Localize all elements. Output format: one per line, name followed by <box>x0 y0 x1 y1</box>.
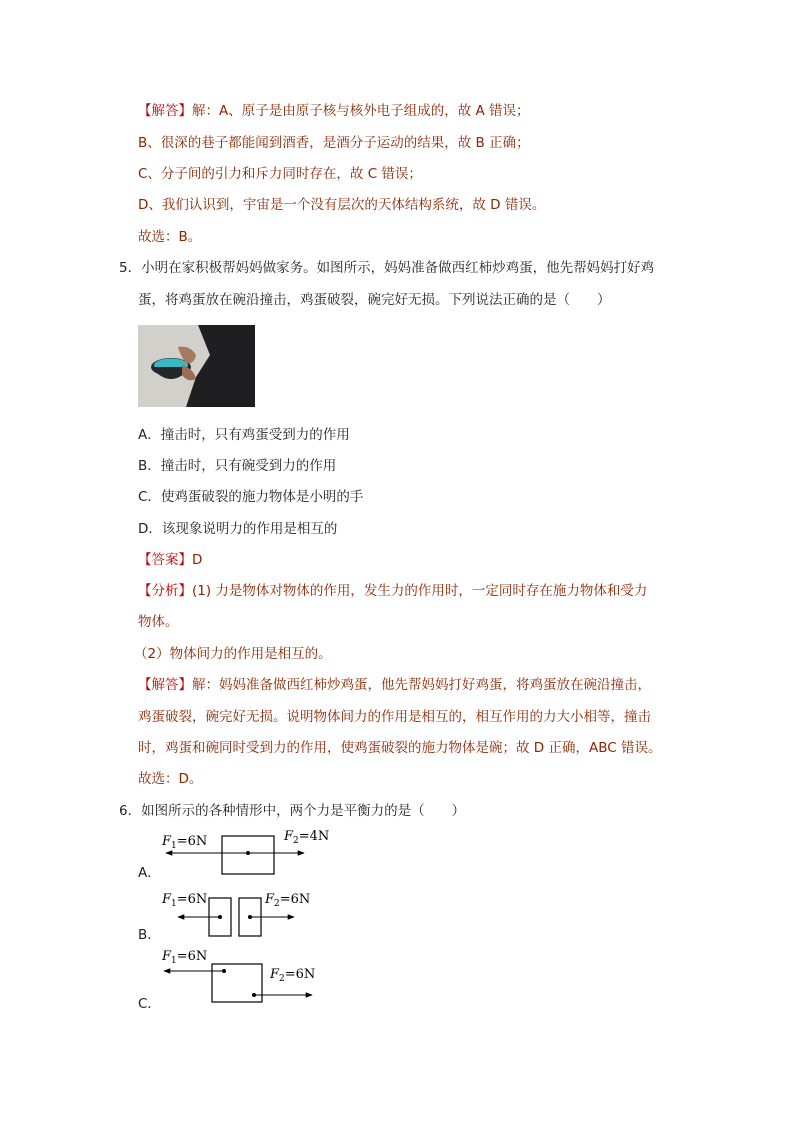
q4-solution-line-3: C、分子间的引力和斥力同时存在，故 C 错误； <box>138 166 422 182</box>
q5-option-d: D．该现象说明力的作用是相互的 <box>138 521 338 537</box>
q5-option-a: A．撞击时，只有鸡蛋受到力的作用 <box>138 427 350 443</box>
q6-stem-line <box>119 802 465 820</box>
q5-analysis-line-3: （2）物体间力的作用是相互的。 <box>134 646 332 662</box>
q5-solution-line-1 <box>138 676 651 694</box>
q5-analysis-line-2: 物体。 <box>138 614 179 630</box>
q5-stem-line-1 <box>119 259 654 277</box>
q5-analysis-line-1 <box>138 582 647 600</box>
f1-label: $F_1=6N$ <box>162 892 208 909</box>
f2-label: $F_2=6N$ <box>265 892 311 909</box>
q6-stem-text: 如图所示的各种情形中，两个力是平衡力的是（ ） <box>141 803 466 819</box>
q4-solution-line-4: D、我们认识到，宇宙是一个没有层次的天体结构系统，故 D 错误。 <box>138 197 546 213</box>
q5-option-c: C．使鸡蛋破裂的施力物体是小明的手 <box>138 489 364 505</box>
answer-tag: 【答案】 <box>138 552 192 568</box>
q4-solution-text-1: 解：A、原子是由原子核与核外电子组成的，故 A 错误； <box>192 103 530 119</box>
q6-label-a: A． <box>138 865 161 881</box>
q6-figure-c <box>150 944 350 1008</box>
q5-option-b: B．撞击时，只有碗受到力的作用 <box>138 458 337 474</box>
egg-bowl-photo <box>138 325 255 407</box>
answer-value: D <box>192 552 203 568</box>
q5-stem-line-2: 蛋，将鸡蛋放在碗沿撞击，鸡蛋破裂，碗完好无损。下列说法正确的是（ ） <box>138 292 611 308</box>
q6-label-c: C． <box>138 996 161 1012</box>
q5-solution-line-2: 鸡蛋破裂，碗完好无损。说明物体间力的作用是相互的，相互作用的力大小相等，撞击 <box>138 709 651 725</box>
f1-label: $F_1=6N$ <box>162 834 208 851</box>
egg-bowl-illustration <box>138 325 255 407</box>
q5-solution-text-1: 解：妈妈准备做西红柿炒鸡蛋，他先帮妈妈打好鸡蛋，将鸡蛋放在碗沿撞击， <box>192 677 651 693</box>
q4-solution-line-2: B、很深的巷子都能闻到酒香，是酒分子运动的结果，故 B 正确； <box>138 135 530 151</box>
q4-choice: 故选：B。 <box>138 229 202 245</box>
q5-answer <box>138 551 202 569</box>
q5-analysis-text-1: (1) 力是物体对物体的作用，发生力的作用时，一定同时存在施力物体和受力 <box>192 583 648 599</box>
q5-stem-text-1: 小明在家积极帮妈妈做家务。如图所示，妈妈准备做西红柿炒鸡蛋，他先帮妈妈打好鸡 <box>141 260 655 276</box>
f1-label: $F_1=6N$ <box>162 949 208 966</box>
q6-figure-a <box>150 826 350 882</box>
solution-tag: 【解答】 <box>138 677 192 693</box>
analysis-tag: 【分析】 <box>138 583 192 599</box>
q6-label-b: B． <box>138 927 161 943</box>
q6-figure-b <box>150 886 350 942</box>
f2-label: $F_2=6N$ <box>270 967 316 984</box>
q5-number: 5． <box>119 260 142 276</box>
q4-solution-line-1 <box>138 102 530 120</box>
q5-choice: 故选：D。 <box>138 771 203 787</box>
solution-tag: 【解答】 <box>138 103 192 119</box>
f2-label: $F_2=4N$ <box>284 829 330 846</box>
q5-solution-line-3: 时，鸡蛋和碗同时受到力的作用，使鸡蛋破裂的施力物体是碗；故 D 正确，ABC 错误。 <box>138 740 662 756</box>
q6-number: 6． <box>119 803 142 819</box>
